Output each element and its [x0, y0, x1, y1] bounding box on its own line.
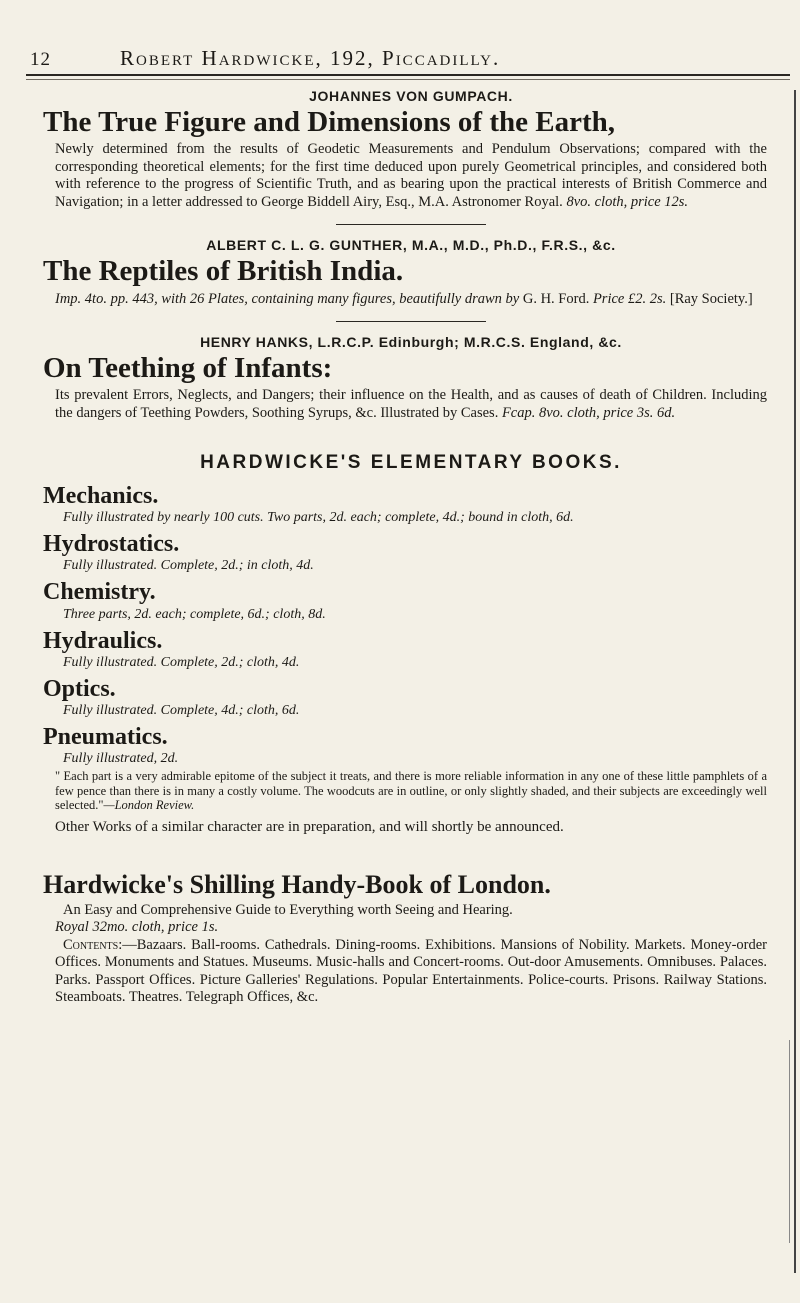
publisher-header: Robert Hardwicke, 192, Piccadilly. [120, 46, 501, 70]
entry-imprint-italic: Imp. 4to. pp. 443, with 26 Plates, containing many figures, beautifully drawn by [55, 290, 520, 307]
book-title: Hydraulics. [43, 627, 163, 654]
review-quote-text: " Each part is a very admirable epitome of the subject it treats, and there is more reliable information in any one of these little pamphlets of a few pence than there is in many a costly volume. The woodcuts are in outline, or only slightly shaded, and their subjects are exceedingly well selected." [55, 769, 767, 813]
page-content [43, 88, 767, 1007]
review-source: —London Review. [103, 798, 195, 813]
entry-imprint: 8vo. cloth, price 12s. [566, 193, 689, 210]
page-edge-line [794, 90, 796, 1273]
entry-society: [Ray Society.] [669, 290, 753, 307]
running-head [30, 46, 790, 71]
entry-description [55, 387, 767, 422]
book-title: Pneumatics. [43, 723, 168, 750]
entry-imprint: Fcap. 8vo. cloth, price 3s. 6d. [501, 404, 676, 421]
handbook-description: An Easy and Comprehensive Guide to Everything worth Seeing and Hearing. [63, 901, 513, 918]
entry-author: HENRY HANKS, L.R.C.P. Edinburgh; M.R.C.S. England, &c. [200, 333, 622, 350]
page-number: 12 [30, 49, 51, 70]
book-title: Hydrostatics. [43, 531, 180, 558]
book-description: Three parts, 2d. each; complete, 6d.; cloth, 8d. [63, 606, 326, 622]
page-edge-line-thin [789, 1040, 790, 1243]
entry-author: ALBERT C. L. G. GUNTHER, M.A., M.D., Ph.D., F.R.S., &c. [206, 237, 616, 254]
entry-title: The True Figure and Dimensions of the Earth, [43, 106, 615, 138]
book-description: Fully illustrated. Complete, 4d.; cloth, 6d. [63, 702, 300, 718]
entry-description-text: Its prevalent Errors, Neglects, and Dangers; their influence on the Health, and as causes of death of Children. Including the dangers of Teething Powders, Soothing Syrups, &c. Illustrated by Cases. [55, 387, 767, 421]
entry-price: Price £2. 2s. [592, 290, 667, 307]
book-description: Fully illustrated. Complete, 2d.; cloth, 4d. [63, 654, 300, 670]
handbook-contents-label: Contents: [63, 936, 123, 953]
series-heading: HARDWICKE'S ELEMENTARY BOOKS. [200, 452, 622, 474]
book-title: Mechanics. [43, 483, 159, 510]
book-description: Fully illustrated by nearly 100 cuts. Two parts, 2d. each; complete, 4d.; bound in cloth, 6d. [63, 510, 574, 526]
entry-description [55, 141, 767, 211]
handbook-contents-list: —Bazaars. Ball-rooms. Cathedrals. Dining-rooms. Exhibitions. Mansions of Nobility. Markets. Money-order Offices. Monuments and Statues. Museums. Music-halls and Concert-rooms. Out-door Amusements. Omnibuses. Palaces. Parks. Passport Offices. Picture Galleries' Regulations. Popular Entertainments. Police-courts. Prisons. Railway Stations. Steamboats. Theatres. Telegraph Offices, &c. [55, 936, 767, 1006]
entry-author: JOHANNES VON GUMPACH. [309, 88, 513, 104]
header-rule-thin [26, 79, 790, 80]
entry-description-text: Newly determined from the results of Geodetic Measurements and Pendulum Observations; compared with the corresponding theoretical elements; for the first time deduced upon purely Geometrical principles, and considered both with reference to the progress of Scientific Truth, and as bearing upon the practical interests of British Commerce and Navigation; in a letter addressed to George Biddell Airy, Esq., M.A. Astronomer Royal. [55, 141, 767, 210]
review-quote [55, 769, 767, 813]
book-description: Fully illustrated, 2d. [63, 751, 179, 767]
entry-imprint [55, 291, 767, 308]
entry-separator [336, 224, 486, 225]
entry-separator [336, 321, 486, 322]
entry-title: The Reptiles of British India. [43, 255, 404, 288]
handbook-title: Hardwicke's Shilling Handy-Book of London. [43, 869, 551, 899]
handbook-imprint: Royal 32mo. cloth, price 1s. [55, 919, 219, 936]
book-title: Chemistry. [43, 579, 156, 606]
book-title: Optics. [43, 675, 116, 702]
entry-imprint-illustrator: G. H. Ford. [522, 290, 590, 307]
header-rule [26, 74, 790, 76]
series-note: Other Works of a similar character are in preparation, and will shortly be announced. [55, 818, 564, 835]
book-description: Fully illustrated. Complete, 2d.; in cloth, 4d. [63, 558, 314, 574]
entry-title: On Teething of Infants: [43, 351, 333, 384]
handbook-contents [55, 937, 767, 1007]
